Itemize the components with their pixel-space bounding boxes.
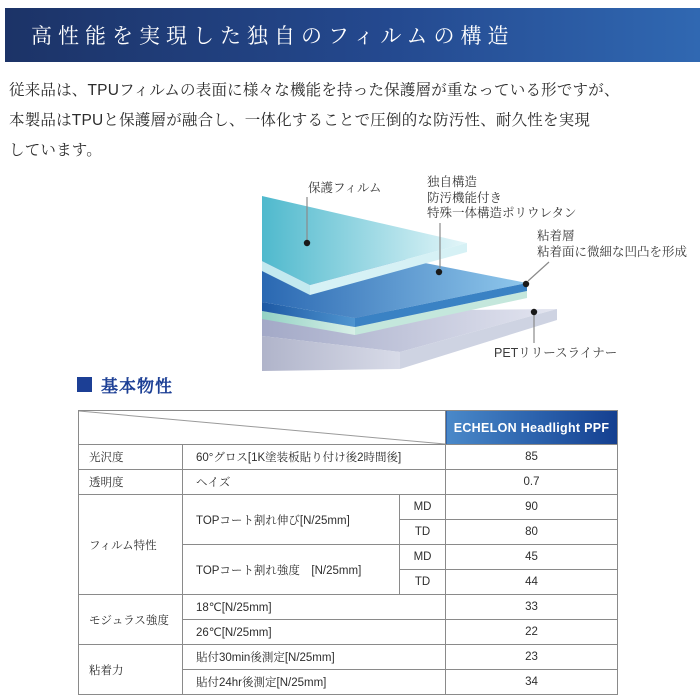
- table-corner-cell: [79, 411, 446, 445]
- row-category: 粘着力: [79, 645, 183, 695]
- row-item: 26℃[N/25mm]: [183, 620, 446, 645]
- intro-line: 従来品は、TPUフィルムの表面に様々な機能を持った保護層が重なっている形ですが、: [9, 82, 620, 99]
- intro-paragraph: [9, 76, 697, 166]
- diagonal-line: [79, 411, 445, 444]
- product-column-header: ECHELON Headlight PPF: [446, 411, 618, 445]
- film-structure-diagram: [0, 170, 700, 375]
- row-direction: MD: [400, 495, 446, 520]
- row-item: 60°グロス[1K塗装板貼り付け後2時間後]: [183, 445, 446, 470]
- row-category: フィルム特性: [79, 495, 183, 595]
- row-value: 33: [446, 595, 618, 620]
- label-pet-release-liner: PETリリースライナー: [494, 346, 618, 360]
- row-category: 光沢度: [79, 445, 183, 470]
- row-value: 44: [446, 570, 618, 595]
- table-row: [79, 645, 618, 670]
- basic-properties-table: [78, 410, 618, 695]
- row-value: 22: [446, 620, 618, 645]
- intro-line: 本製品はTPUと保護層が融合し、一体化することで圧倒的な防汚性、耐久性を実現: [9, 112, 591, 129]
- row-item: ヘイズ: [183, 470, 446, 495]
- row-item: 貼付30min後測定[N/25mm]: [183, 645, 446, 670]
- table-row: [79, 445, 618, 470]
- table-row: [79, 495, 618, 520]
- intro-line: しています。: [9, 142, 102, 159]
- label-adhesive-layer: 粘着層 粘着面に微細な凹凸を形成: [537, 229, 688, 259]
- row-item: TOPコート割れ強度 [N/25mm]: [183, 545, 400, 595]
- label-unique-structure: 独自構造 防汚機能付き 特殊一体構造ポリウレタン: [427, 175, 577, 220]
- row-direction: TD: [400, 520, 446, 545]
- row-value: 23: [446, 645, 618, 670]
- row-item: 貼付24hr後測定[N/25mm]: [183, 670, 446, 695]
- row-value: 0.7: [446, 470, 618, 495]
- table-row: [79, 595, 618, 620]
- row-direction: MD: [400, 545, 446, 570]
- row-category: モジュラス強度: [79, 595, 183, 645]
- section-title-text: 基本物性: [101, 377, 173, 396]
- row-category: 透明度: [79, 470, 183, 495]
- row-item: TOPコート割れ伸び[N/25mm]: [183, 495, 400, 545]
- label-protective-film: 保護フィルム: [308, 181, 382, 195]
- section-title: [77, 372, 173, 397]
- row-value: 45: [446, 545, 618, 570]
- page-title: 高性能を実現した独自のフィルムの構造: [31, 24, 515, 48]
- row-value: 34: [446, 670, 618, 695]
- row-value: 80: [446, 520, 618, 545]
- row-direction: TD: [400, 570, 446, 595]
- row-value: 85: [446, 445, 618, 470]
- row-item: 18℃[N/25mm]: [183, 595, 446, 620]
- section-marker-icon: [77, 377, 92, 392]
- row-value: 90: [446, 495, 618, 520]
- table-row: [79, 470, 618, 495]
- page-header-banner: [5, 8, 700, 62]
